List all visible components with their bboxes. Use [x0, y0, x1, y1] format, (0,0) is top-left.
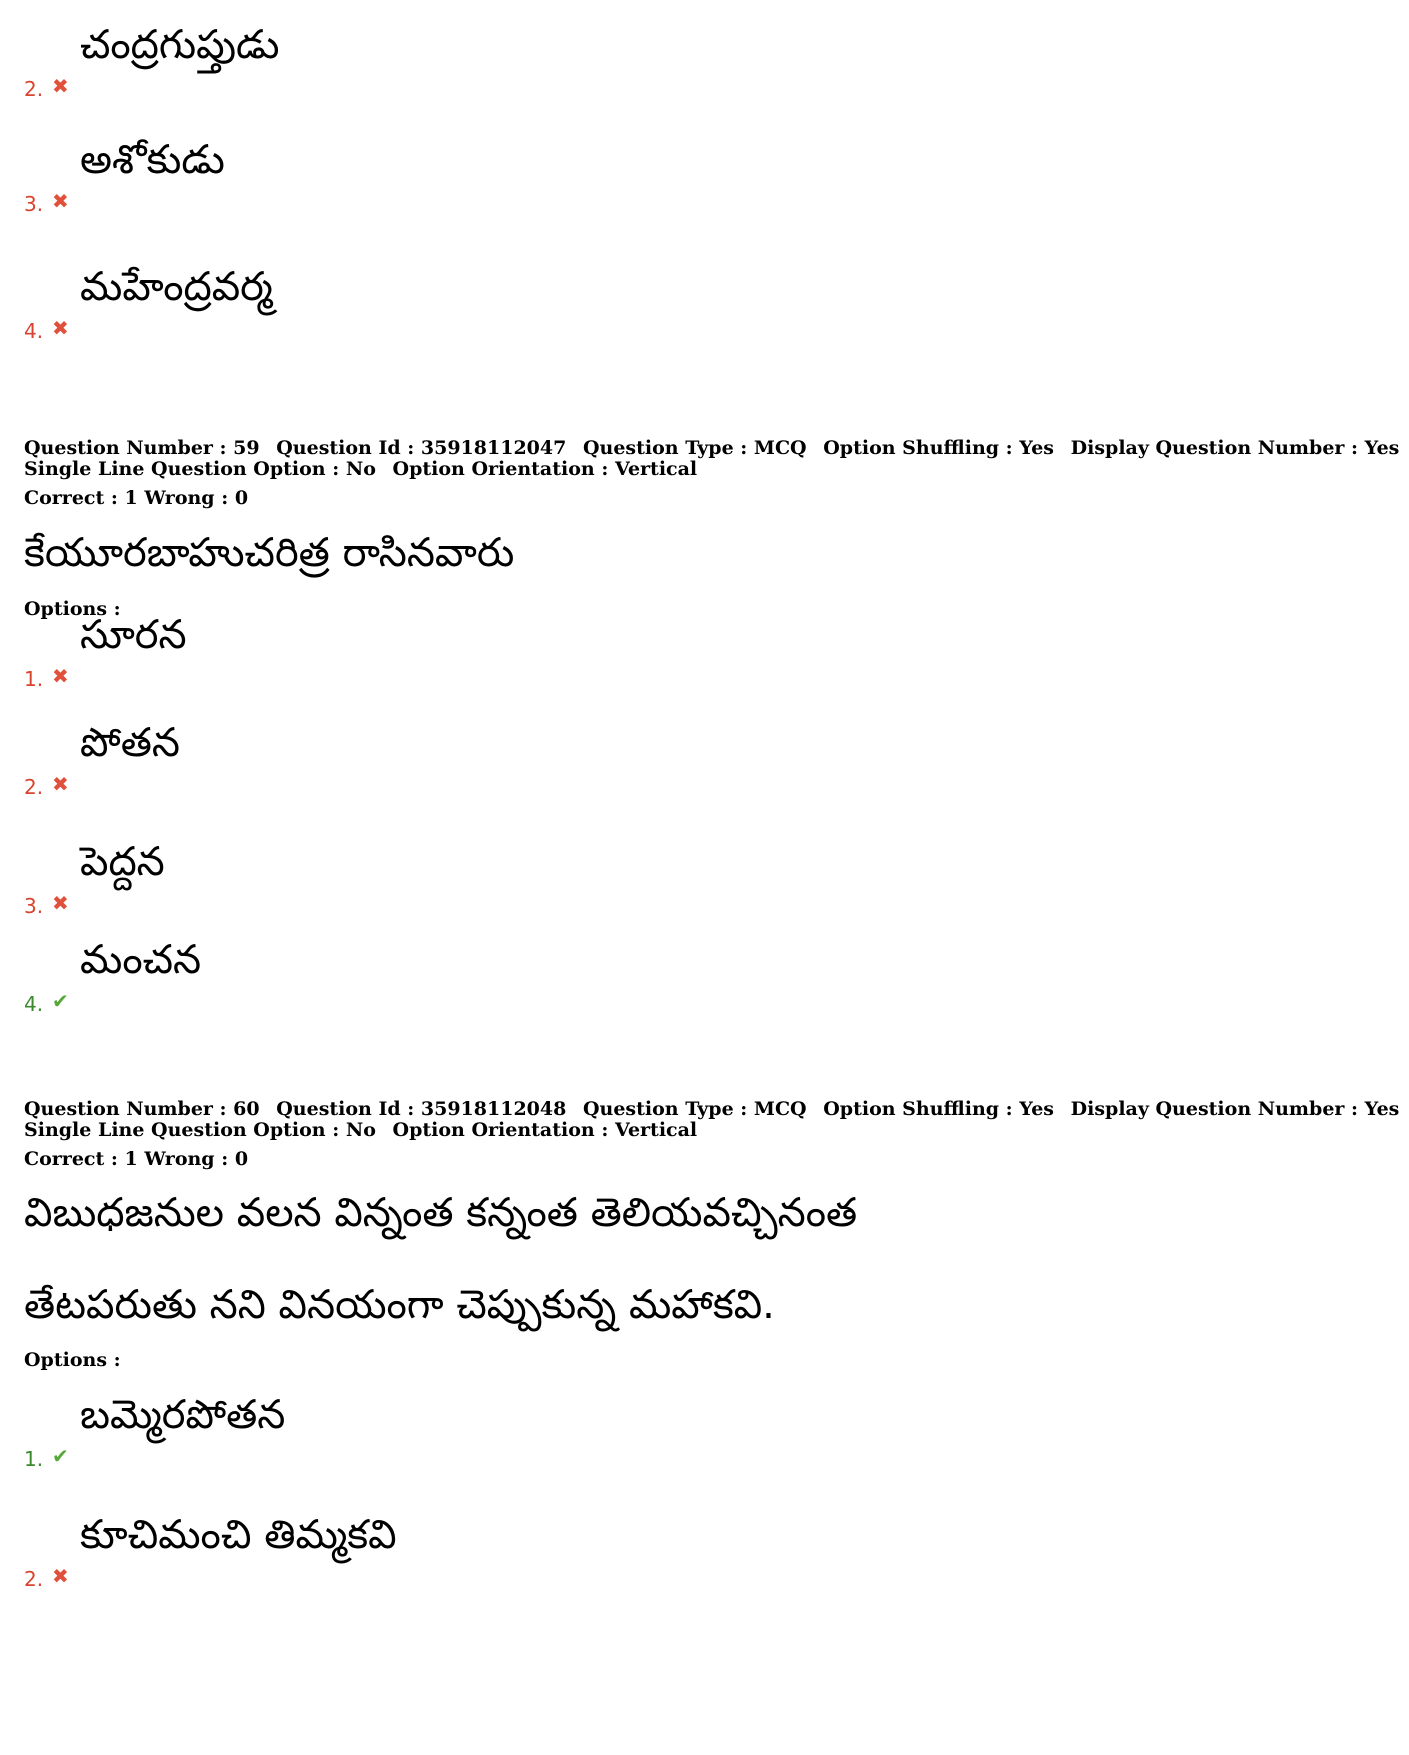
option-item — [24, 718, 1124, 798]
option-text: చంద్రగుప్తుడు — [80, 22, 280, 68]
option-text: పోతన — [80, 720, 180, 766]
display-question-number: Display Question Number : Yes — [1070, 1098, 1400, 1120]
cross-icon: ✖ — [52, 891, 69, 915]
question-type: Question Type : MCQ — [582, 437, 807, 459]
option-item — [24, 837, 1124, 917]
option-number: 2. — [24, 775, 44, 799]
cross-icon: ✖ — [52, 189, 69, 213]
question-meta-line1 — [24, 1098, 1400, 1120]
option-item — [24, 20, 1124, 100]
option-item — [24, 262, 1124, 342]
question-text-line2: తేటపరుతు నని వినయంగా చెప్పుకున్న మహాకవి. — [24, 1282, 775, 1328]
option-orientation: Option Orientation : Vertical — [392, 458, 698, 480]
option-text: మంచన — [80, 937, 202, 983]
option-text: సూరన — [80, 612, 187, 658]
options-label: Options : — [24, 1349, 121, 1371]
option-shuffling: Option Shuffling : Yes — [823, 437, 1055, 459]
cross-icon: ✖ — [52, 1564, 69, 1588]
option-number: 3. — [24, 894, 44, 918]
question-marks: Correct : 1 Wrong : 0 — [24, 1148, 249, 1170]
cross-icon: ✖ — [52, 316, 69, 340]
option-text: కూచిమంచి తిమ్మకవి — [80, 1512, 397, 1558]
option-text: బమ్మెరపోతన — [80, 1392, 286, 1438]
option-number: 1. — [24, 667, 44, 691]
question-type: Question Type : MCQ — [582, 1098, 807, 1120]
option-number: 2. — [24, 1567, 44, 1591]
option-number: 3. — [24, 192, 44, 216]
question-text: కేయూరబాహుచరిత్ర రాసినవారు — [24, 530, 515, 576]
single-line-option: Single Line Question Option : No — [24, 458, 376, 480]
option-item — [24, 610, 1124, 690]
question-number: Question Number : 59 — [24, 437, 260, 459]
question-number: Question Number : 60 — [24, 1098, 260, 1120]
question-meta-line2 — [24, 1120, 1204, 1141]
option-item — [24, 935, 1124, 1015]
options-label: Options : — [24, 598, 121, 620]
option-number: 1. — [24, 1447, 44, 1471]
cross-icon: ✖ — [52, 664, 69, 688]
display-question-number: Display Question Number : Yes — [1070, 437, 1400, 459]
question-meta-line2 — [24, 459, 1204, 480]
question-id: Question Id : 35918112047 — [276, 437, 567, 459]
question-meta-line1 — [24, 437, 1400, 459]
option-text: మహేంద్రవర్మ — [80, 264, 273, 310]
check-icon: ✔ — [52, 989, 69, 1013]
option-item — [24, 135, 1124, 215]
cross-icon: ✖ — [52, 74, 69, 98]
option-number: 2. — [24, 77, 44, 101]
option-number: 4. — [24, 319, 44, 343]
single-line-option: Single Line Question Option : No — [24, 1119, 376, 1141]
check-icon: ✔ — [52, 1444, 69, 1468]
question-marks: Correct : 1 Wrong : 0 — [24, 487, 249, 509]
option-text: పెద్దన — [80, 839, 165, 885]
option-shuffling: Option Shuffling : Yes — [823, 1098, 1055, 1120]
option-orientation: Option Orientation : Vertical — [392, 1119, 698, 1141]
question-text-line1: విబుధజనుల వలన విన్నంత కన్నంత తెలియవచ్చినంత — [24, 1190, 858, 1236]
option-item — [24, 1510, 1124, 1590]
option-text: అశోకుడు — [80, 137, 225, 183]
cross-icon: ✖ — [52, 772, 69, 796]
option-number: 4. — [24, 992, 44, 1016]
option-item — [24, 1390, 1124, 1470]
question-id: Question Id : 35918112048 — [276, 1098, 567, 1120]
